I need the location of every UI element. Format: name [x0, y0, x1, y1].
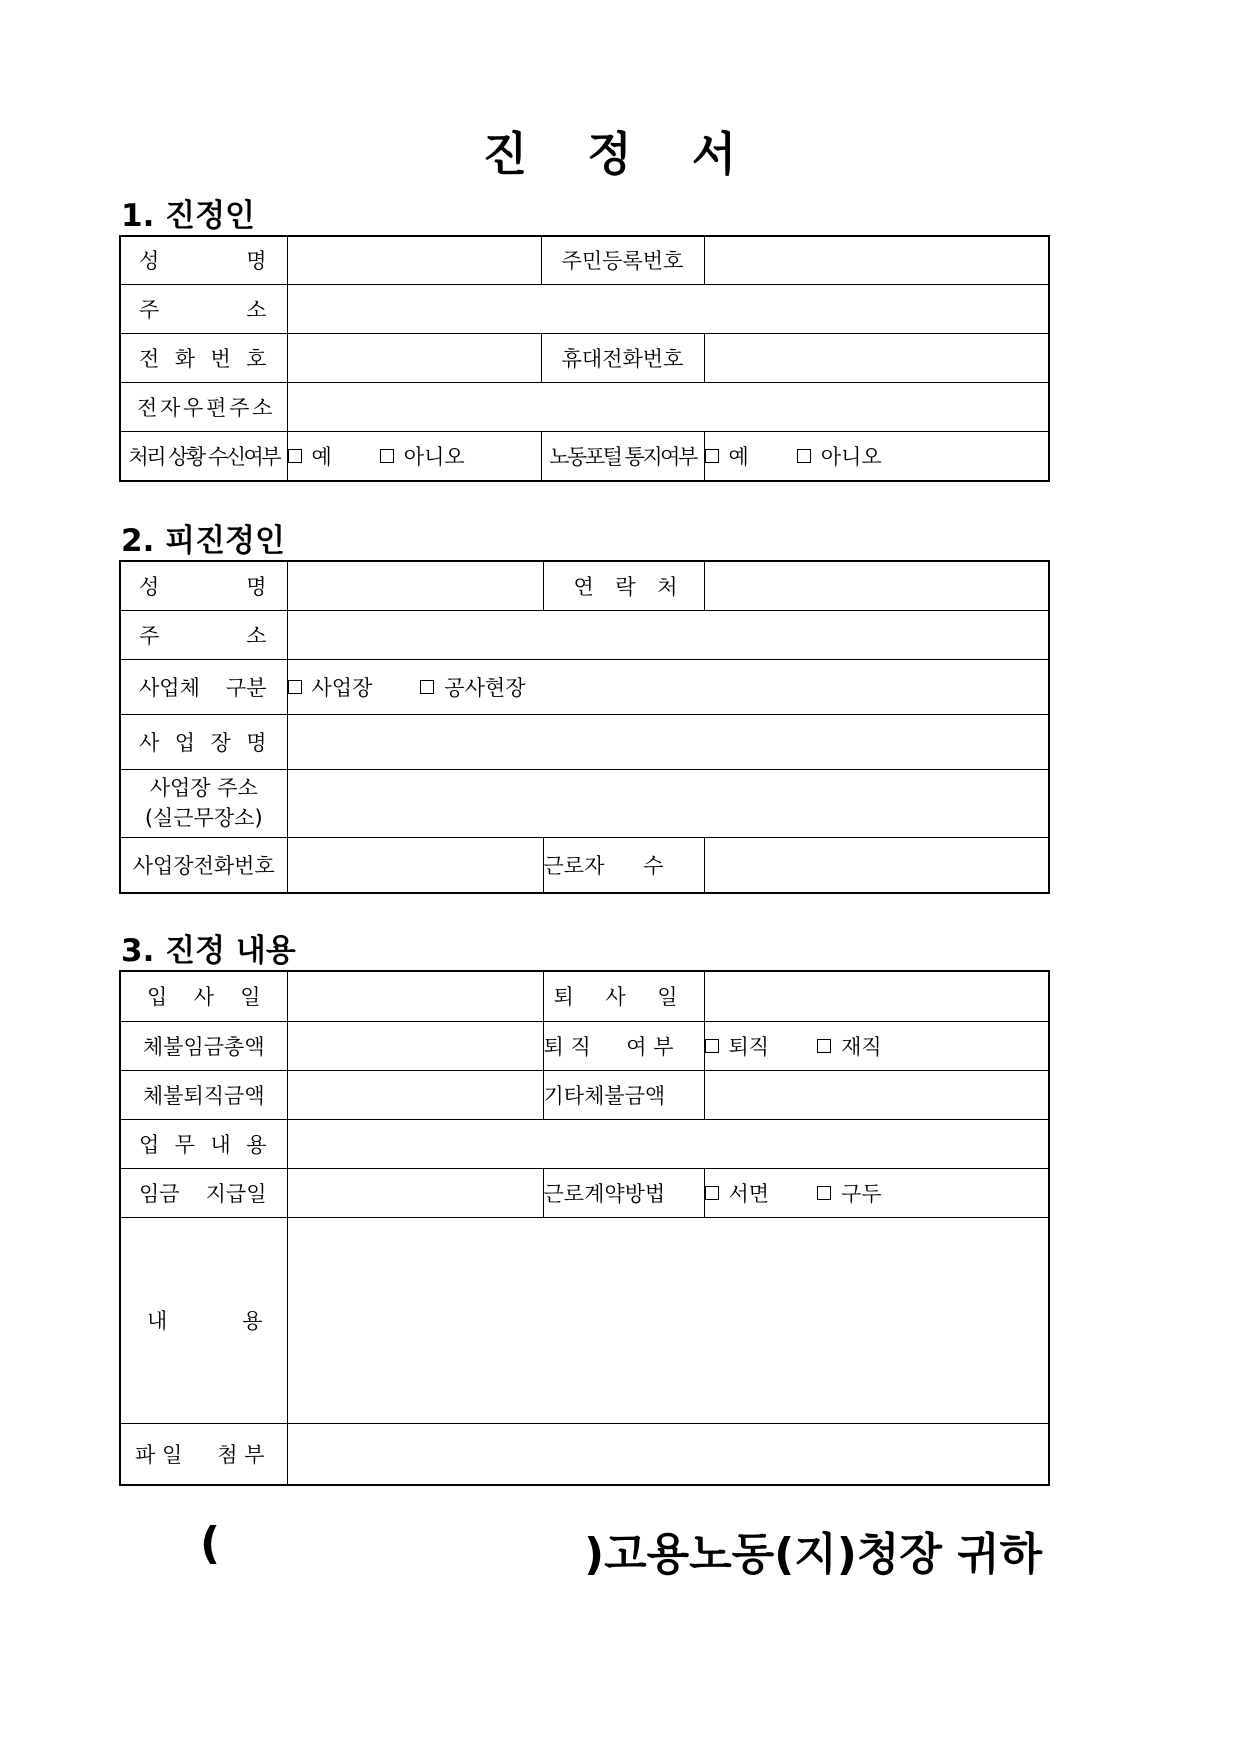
document-title: 진 정 서	[482, 127, 759, 181]
address-field[interactable]	[287, 284, 1049, 333]
retired-options	[704, 1021, 1049, 1070]
business-type-construction[interactable]: 공사현장	[420, 672, 525, 702]
contact-field[interactable]	[704, 561, 1049, 610]
business-type-label: 사업체 구분	[120, 659, 287, 714]
contract-method-label: 근로계약방법	[543, 1168, 704, 1217]
status-notify-label: 처리 상황 수신여부	[120, 431, 287, 481]
name-field[interactable]	[287, 236, 541, 284]
complaint-content-table	[119, 970, 1050, 1486]
leave-date-label: 퇴 사 일	[543, 971, 704, 1021]
content-label: 내 용	[120, 1217, 287, 1423]
checkbox-icon[interactable]	[288, 449, 302, 463]
join-date-field[interactable]	[287, 971, 543, 1021]
business-type-options	[287, 659, 1049, 714]
section-1-heading: 1. 진정인	[121, 198, 255, 234]
email-label: 전 자 우 편 주 소	[120, 382, 287, 431]
unpaid-severance-label: 체불퇴직금액	[120, 1070, 287, 1119]
section-3-heading: 3. 진정 내용	[121, 933, 296, 969]
content-field[interactable]	[287, 1217, 1049, 1423]
duties-field[interactable]	[287, 1119, 1049, 1168]
complainant-table	[119, 235, 1050, 482]
contract-oral-option[interactable]: 구두	[817, 1178, 882, 1208]
phone-field[interactable]	[287, 333, 541, 382]
checkbox-icon[interactable]	[705, 449, 719, 463]
attachment-field[interactable]	[287, 1423, 1049, 1485]
checkbox-icon[interactable]	[705, 1186, 719, 1200]
attachment-label: 파 일 첨 부	[120, 1423, 287, 1485]
business-name-field[interactable]	[287, 714, 1049, 769]
name-label: 성 명	[120, 236, 287, 284]
respondent-address-label: 주 소	[120, 610, 287, 659]
portal-notify-no[interactable]: 아니오	[797, 441, 882, 471]
business-name-label: 사 업 장 명	[120, 714, 287, 769]
respondent-name-label: 성 명	[120, 561, 287, 610]
unpaid-severance-field[interactable]	[287, 1070, 543, 1119]
leave-date-field[interactable]	[704, 971, 1049, 1021]
rrn-label: 주민등록번호	[541, 236, 704, 284]
status-notify-options	[287, 431, 541, 481]
contract-method-options	[704, 1168, 1049, 1217]
section-2-heading: 2. 피진정인	[121, 523, 285, 559]
business-phone-label: 사업장전화번호	[120, 837, 287, 893]
checkbox-icon[interactable]	[797, 449, 811, 463]
other-unpaid-label: 기타체불금액	[543, 1070, 704, 1119]
employed-option[interactable]: 재직	[817, 1031, 882, 1061]
retired-option[interactable]: 퇴직	[705, 1031, 770, 1061]
office-blank-open-paren: (	[200, 1518, 221, 1569]
other-unpaid-field[interactable]	[704, 1070, 1049, 1119]
business-phone-field[interactable]	[287, 837, 543, 893]
payday-field[interactable]	[287, 1168, 543, 1217]
portal-notify-yes[interactable]: 예	[705, 441, 749, 471]
checkbox-icon[interactable]	[288, 680, 302, 694]
status-notify-no[interactable]: 아니오	[380, 441, 465, 471]
rrn-field[interactable]	[704, 236, 1049, 284]
mobile-field[interactable]	[704, 333, 1049, 382]
unpaid-wages-field[interactable]	[287, 1021, 543, 1070]
address-label: 주 소	[120, 284, 287, 333]
workers-field[interactable]	[704, 837, 1049, 893]
phone-label: 전 화 번 호	[120, 333, 287, 382]
checkbox-icon[interactable]	[705, 1039, 719, 1053]
portal-notify-options	[704, 431, 1049, 481]
workers-label: 근로자 수	[543, 837, 704, 893]
email-field[interactable]	[287, 382, 1049, 431]
contact-label: 연 락 처	[543, 561, 704, 610]
duties-label: 업 무 내 용	[120, 1119, 287, 1168]
checkbox-icon[interactable]	[420, 680, 434, 694]
business-address-field[interactable]	[287, 769, 1049, 837]
office-addressee: )고용노동(지)청장 귀하	[584, 1529, 1043, 1580]
portal-notify-label: 노동포털 통지여부	[541, 431, 704, 481]
checkbox-icon[interactable]	[817, 1186, 831, 1200]
respondent-table	[119, 560, 1050, 894]
contract-written-option[interactable]: 서면	[705, 1178, 770, 1208]
business-type-site[interactable]: 사업장	[288, 672, 373, 702]
checkbox-icon[interactable]	[817, 1039, 831, 1053]
retired-label: 퇴 직 여 부	[543, 1021, 704, 1070]
join-date-label: 입 사 일	[120, 971, 287, 1021]
payday-label: 임금 지급일	[120, 1168, 287, 1217]
respondent-name-field[interactable]	[287, 561, 543, 610]
mobile-label: 휴대전화번호	[541, 333, 704, 382]
status-notify-yes[interactable]: 예	[288, 441, 332, 471]
unpaid-wages-label: 체불임금총액	[120, 1021, 287, 1070]
checkbox-icon[interactable]	[380, 449, 394, 463]
business-address-label: 사업장 주소 (실근무장소)	[120, 769, 287, 837]
respondent-address-field[interactable]	[287, 610, 1049, 659]
